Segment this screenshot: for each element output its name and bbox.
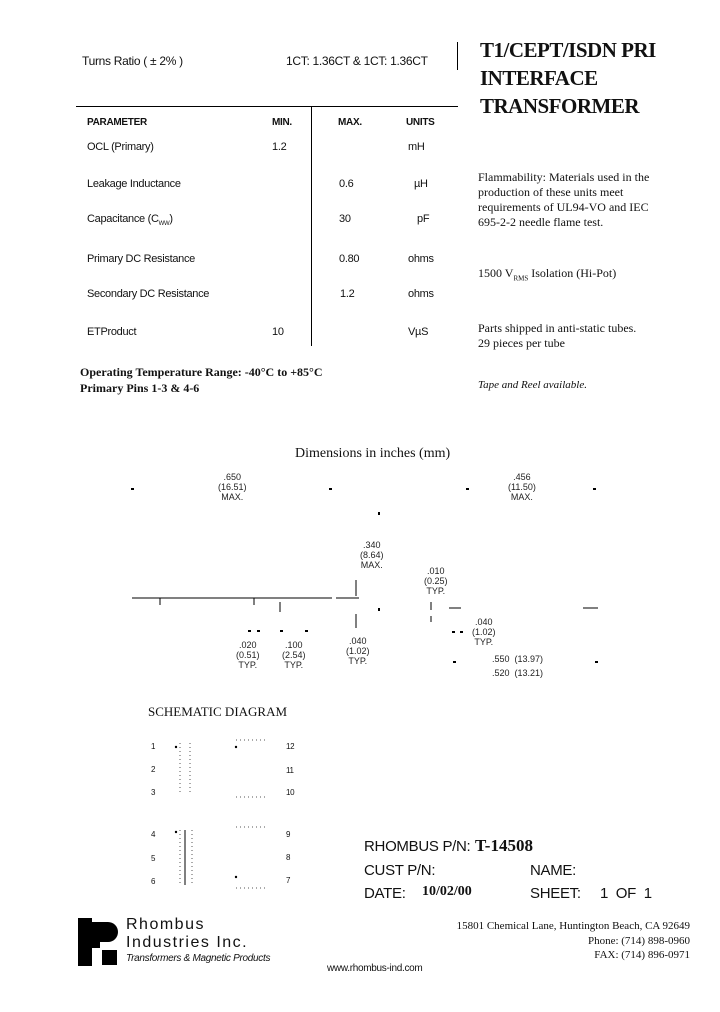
param: Primary DC Resistance xyxy=(87,253,196,265)
rhombus-pn-label: RHOMBUS P/N: xyxy=(364,838,471,855)
company-address: 15801 Chemical Lane, Huntington Beach, CA 92649 xyxy=(456,920,690,932)
title-line-3: TRANSFORMER xyxy=(480,94,640,118)
param: Leakage Inductance xyxy=(87,178,181,190)
operating-temp: Operating Temperature Range: -40°C to +85°C xyxy=(80,365,323,379)
tape-reel-note: Tape and Reel available. xyxy=(478,379,587,391)
header-min: MIN. xyxy=(272,117,292,128)
max: 1.2 xyxy=(340,288,355,300)
units: mH xyxy=(408,141,425,153)
units: ohms xyxy=(408,253,434,265)
units: pF xyxy=(417,213,430,225)
title-line-2: INTERFACE xyxy=(480,66,598,90)
dim-width: .456 (11.50) MAX. xyxy=(508,472,536,502)
dim-lead-thickness: .010 (0.25) TYP. xyxy=(424,566,448,596)
max: 0.80 xyxy=(339,253,360,265)
pin-label: 10 xyxy=(286,788,295,797)
dim-standoff: .040 (1.02) TYP. xyxy=(346,636,370,666)
dimensions-title: Dimensions in inches (mm) xyxy=(295,446,451,461)
dim-lead-width: .020 (0.51) TYP. xyxy=(236,640,260,670)
isolation-post: Isolation (Hi-Pot) xyxy=(528,266,617,280)
param: Secondary DC Resistance xyxy=(87,288,210,300)
param: ETProduct xyxy=(87,326,137,338)
dim-pitch: .100 (2.54) TYP. xyxy=(282,640,306,670)
header-max: MAX. xyxy=(338,117,362,128)
dim-length: .650 (16.51) MAX. xyxy=(218,472,247,502)
units: µH xyxy=(414,178,428,190)
turns-ratio-label: Turns Ratio ( ± 2% ) xyxy=(82,54,183,68)
pin-label: 11 xyxy=(286,766,294,775)
min: 1.2 xyxy=(272,141,287,153)
title-line-1: T1/CEPT/ISDN PRI xyxy=(480,38,656,62)
param: OCL (Primary) xyxy=(87,141,154,153)
sheet-value: 1 OF 1 xyxy=(600,885,652,902)
pin-label: 1 xyxy=(151,742,156,751)
dim-span-2: .520 (13.21) xyxy=(492,668,544,678)
rhombus-pn-value: T-14508 xyxy=(475,836,533,855)
company-tagline: Transformers & Magnetic Products xyxy=(126,953,271,964)
max: 30 xyxy=(339,213,351,225)
dim-foot: .040 (1.02) TYP. xyxy=(472,617,496,647)
date-label: DATE: xyxy=(364,885,406,902)
flammability-note: Flammability: Materials used in the production of these units meet requirements of UL94-VO and IEC 695-2-2 needle flame test. xyxy=(478,170,650,229)
param-sub: WW xyxy=(158,221,170,228)
company-name-1: Rhombus xyxy=(126,916,205,933)
dim-span-1: .550 (13.97) xyxy=(492,654,544,664)
pin-label: 2 xyxy=(151,765,156,774)
schematic-title: SCHEMATIC DIAGRAM xyxy=(148,704,288,719)
pin-label: 8 xyxy=(286,853,291,862)
dim-height: .340 (8.64) MAX. xyxy=(360,540,384,570)
sheet-label: SHEET: xyxy=(530,885,581,902)
pin-label: 5 xyxy=(151,854,156,863)
pin-label: 6 xyxy=(151,877,156,886)
isolation-sub: RMS xyxy=(513,274,529,283)
cust-pn-label: CUST P/N: xyxy=(364,862,436,879)
rhombus-logo xyxy=(78,918,123,966)
pin-label: 12 xyxy=(286,742,295,751)
company-name-2: Industries Inc. xyxy=(126,934,249,951)
company-website[interactable]: www.rhombus-ind.com xyxy=(327,963,423,974)
shipping-note: Parts shipped in anti-static tubes. 29 pieces per tube xyxy=(478,321,637,350)
pin-label: 4 xyxy=(151,830,156,839)
date-value: 10/02/00 xyxy=(422,884,472,899)
param-text: Capacitance (C xyxy=(87,213,159,225)
max: 0.6 xyxy=(339,178,354,190)
transformer-windings xyxy=(160,735,280,895)
units: VµS xyxy=(408,326,429,338)
name-label: NAME: xyxy=(530,862,577,879)
header-units: UNITS xyxy=(406,117,435,128)
pin-label: 3 xyxy=(151,788,156,797)
min: 10 xyxy=(272,326,284,338)
company-fax: FAX: (714) 896-0971 xyxy=(594,949,690,961)
company-phone: Phone: (714) 898-0960 xyxy=(587,935,690,947)
param-end: ) xyxy=(169,213,173,225)
units: ohms xyxy=(408,288,434,300)
turns-ratio-value: 1CT: 1.36CT & 1CT: 1.36CT xyxy=(286,54,428,68)
isolation-pre: 1500 V xyxy=(478,266,514,280)
pin-label: 9 xyxy=(286,830,291,839)
header-parameter: PARAMETER xyxy=(87,117,147,128)
pin-label: 7 xyxy=(286,876,291,885)
primary-pins: Primary Pins 1-3 & 4-6 xyxy=(80,381,200,395)
